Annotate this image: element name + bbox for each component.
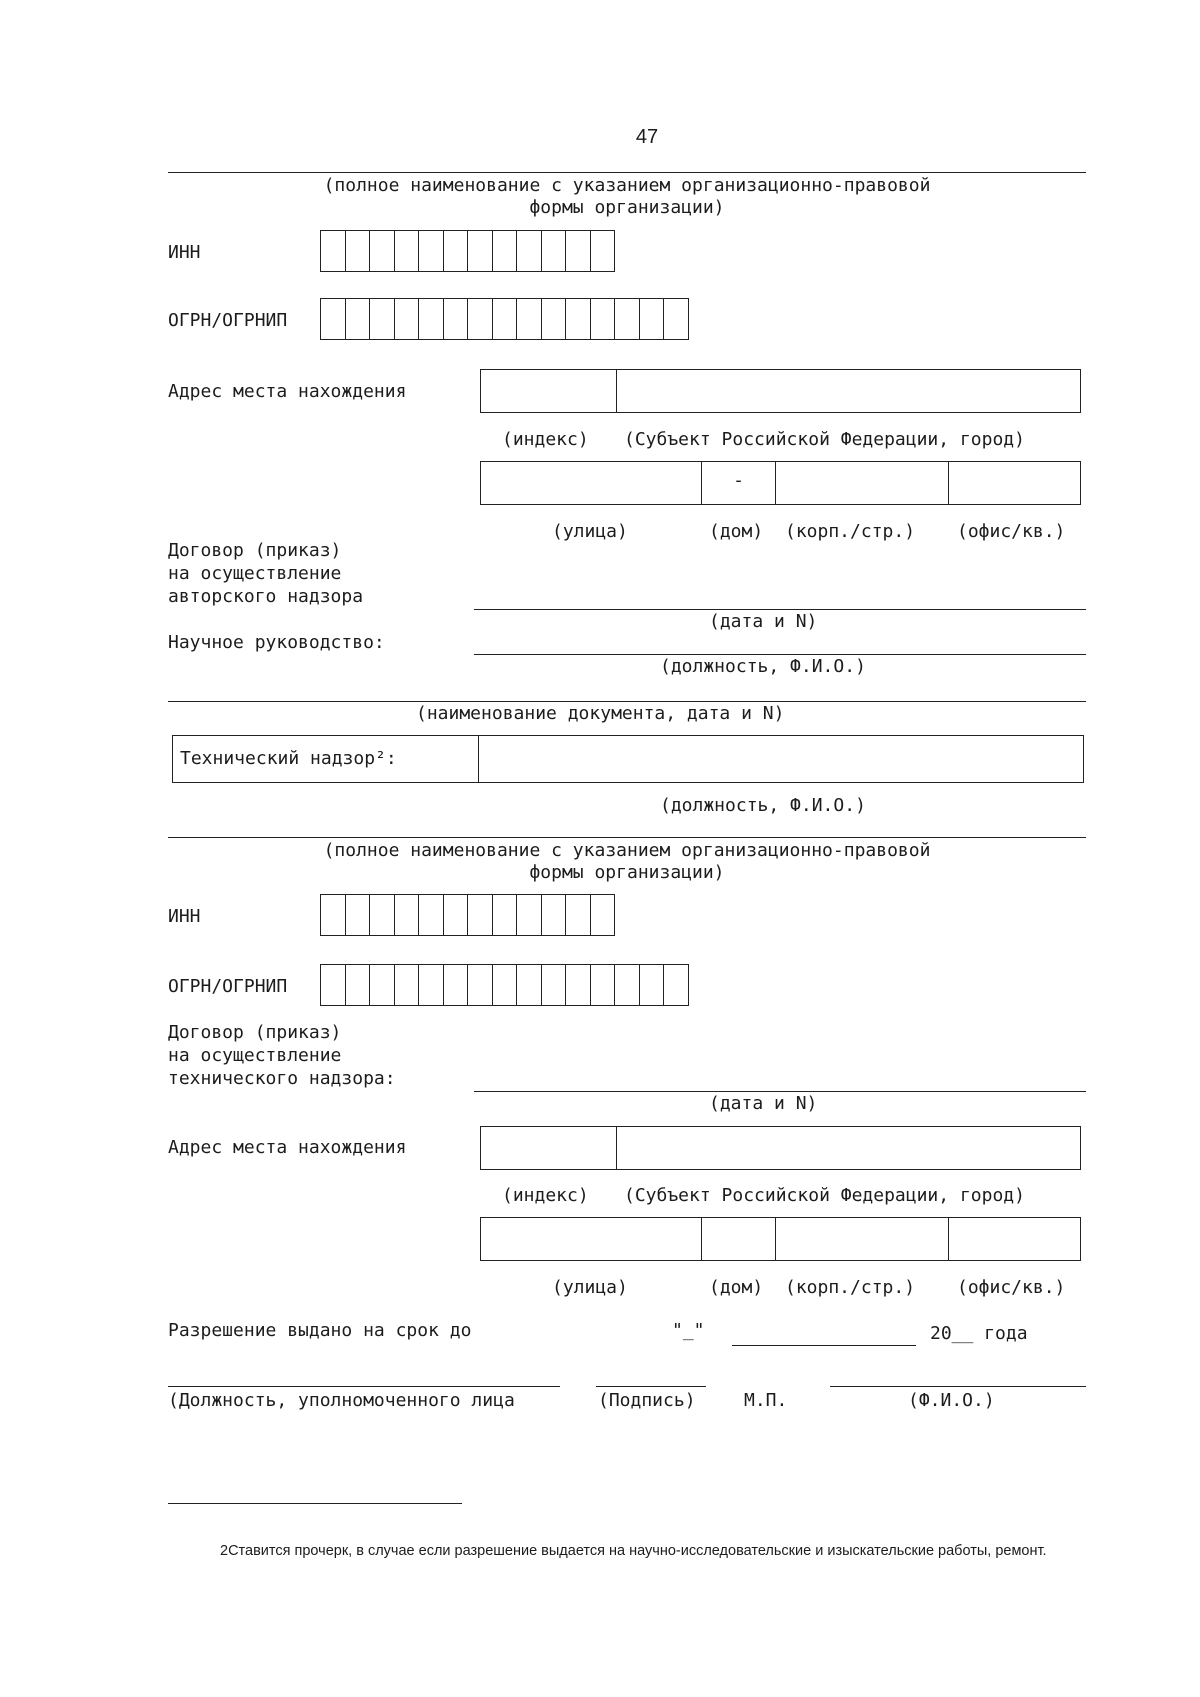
author-contract-line1: Договор (приказ) bbox=[168, 540, 342, 561]
signature-caption: (Подпись) bbox=[598, 1390, 696, 1411]
signatory-position-line[interactable] bbox=[168, 1386, 560, 1387]
org-name-caption: (полное наименование с указанием организационно-правовой bbox=[323, 175, 931, 196]
house-field[interactable] bbox=[702, 462, 776, 504]
index2-caption: (индекс) bbox=[502, 1185, 589, 1206]
subject-city2-field[interactable] bbox=[617, 1127, 1080, 1169]
building2-field[interactable] bbox=[776, 1218, 949, 1260]
street-field[interactable] bbox=[481, 462, 702, 504]
inn2-digit-boxes[interactable] bbox=[320, 894, 615, 936]
street2-caption: (улица) bbox=[552, 1277, 628, 1298]
tech-contract-line3: технического надзора: bbox=[168, 1068, 396, 1089]
inn-label: ИНН bbox=[168, 242, 201, 263]
document-line[interactable] bbox=[168, 701, 1086, 702]
permit-month-line[interactable] bbox=[732, 1345, 916, 1346]
author-contract-line2: на осуществление bbox=[168, 563, 342, 584]
author-contract-date-line[interactable] bbox=[474, 609, 1086, 610]
tech-contract-date-caption: (дата и N) bbox=[709, 1093, 818, 1114]
author-contract-date-caption: (дата и N) bbox=[709, 611, 818, 632]
street2-field[interactable] bbox=[481, 1218, 702, 1260]
org-form-caption: формы организации) bbox=[529, 197, 725, 218]
stamp-place: М.П. bbox=[744, 1390, 788, 1411]
science-label: Научное руководство: bbox=[168, 632, 385, 653]
subject-city2-caption: (Субъект Российской Федерации, город) bbox=[624, 1185, 1025, 1206]
technical-position-caption: (должность, Ф.И.О.) bbox=[660, 795, 866, 816]
permit-day-blank[interactable]: "_" bbox=[672, 1320, 705, 1341]
ogrn-label: ОГРН/ОГРНИП bbox=[168, 310, 288, 331]
signature-line[interactable] bbox=[596, 1386, 706, 1387]
signatory-position-caption: (Должность, уполномоченного лица bbox=[168, 1390, 515, 1411]
inn2-label: ИНН bbox=[168, 906, 201, 927]
science-line[interactable] bbox=[474, 654, 1086, 655]
index2-field[interactable] bbox=[481, 1127, 617, 1169]
building-caption: (корп./стр.) bbox=[785, 521, 916, 542]
permit-term-label: Разрешение выдано на срок до bbox=[168, 1320, 472, 1341]
org2-name-caption: (полное наименование с указанием организационно-правовой bbox=[323, 840, 931, 861]
org-name-line bbox=[168, 172, 1086, 173]
office-field[interactable] bbox=[949, 462, 1080, 504]
address2-row-2[interactable] bbox=[480, 1217, 1081, 1261]
document-caption: (наименование документа, дата и N) bbox=[416, 703, 785, 724]
address-row-1[interactable] bbox=[480, 369, 1081, 413]
ogrn2-digit-boxes[interactable] bbox=[320, 964, 689, 1006]
office2-field[interactable] bbox=[949, 1218, 1080, 1260]
index-caption: (индекс) bbox=[502, 429, 589, 450]
signatory-name-caption: (Ф.И.О.) bbox=[908, 1390, 995, 1411]
address2-label: Адрес места нахождения bbox=[168, 1137, 407, 1158]
address2-row-1[interactable] bbox=[480, 1126, 1081, 1170]
house2-field[interactable] bbox=[702, 1218, 776, 1260]
ogrn2-label: ОГРН/ОГРНИП bbox=[168, 976, 288, 997]
org2-form-caption: формы организации) bbox=[529, 862, 725, 883]
address-row-2[interactable] bbox=[480, 461, 1081, 505]
tech-contract-date-line[interactable] bbox=[474, 1091, 1086, 1092]
org2-name-line[interactable] bbox=[168, 837, 1086, 838]
technical-supervision-box bbox=[172, 735, 1084, 783]
signatory-name-line[interactable] bbox=[830, 1386, 1086, 1387]
tech-contract-line1: Договор (приказ) bbox=[168, 1022, 342, 1043]
building-field[interactable] bbox=[776, 462, 949, 504]
subject-city-field[interactable] bbox=[617, 370, 1080, 412]
inn-digit-boxes[interactable] bbox=[320, 230, 615, 272]
science-position-caption: (должность, Ф.И.О.) bbox=[660, 656, 866, 677]
building2-caption: (корп./стр.) bbox=[785, 1277, 916, 1298]
office2-caption: (офис/кв.) bbox=[957, 1277, 1066, 1298]
page-number: 47 bbox=[635, 126, 659, 148]
technical-supervision-label: Технический надзор²: bbox=[180, 748, 397, 769]
author-contract-line3: авторского надзора bbox=[168, 586, 364, 607]
index-field[interactable] bbox=[481, 370, 617, 412]
tech-contract-line2: на осуществление bbox=[168, 1045, 342, 1066]
office-caption: (офис/кв.) bbox=[957, 521, 1066, 542]
footnote-text: 2Ставится прочерк, в случае если разрешение выдается на научно-исследовательские и изыскательские работы, ремонт. bbox=[220, 1543, 1047, 1559]
street-caption: (улица) bbox=[552, 521, 628, 542]
footnote-separator bbox=[168, 1503, 462, 1504]
house-dash: - bbox=[733, 470, 744, 491]
permit-year-text: 20__ года bbox=[930, 1323, 1028, 1344]
address-label: Адрес места нахождения bbox=[168, 381, 407, 402]
house2-caption: (дом) bbox=[709, 1277, 764, 1298]
house-caption: (дом) bbox=[709, 521, 764, 542]
subject-city-caption: (Субъект Российской Федерации, город) bbox=[624, 429, 1025, 450]
ogrn-digit-boxes[interactable] bbox=[320, 298, 689, 340]
